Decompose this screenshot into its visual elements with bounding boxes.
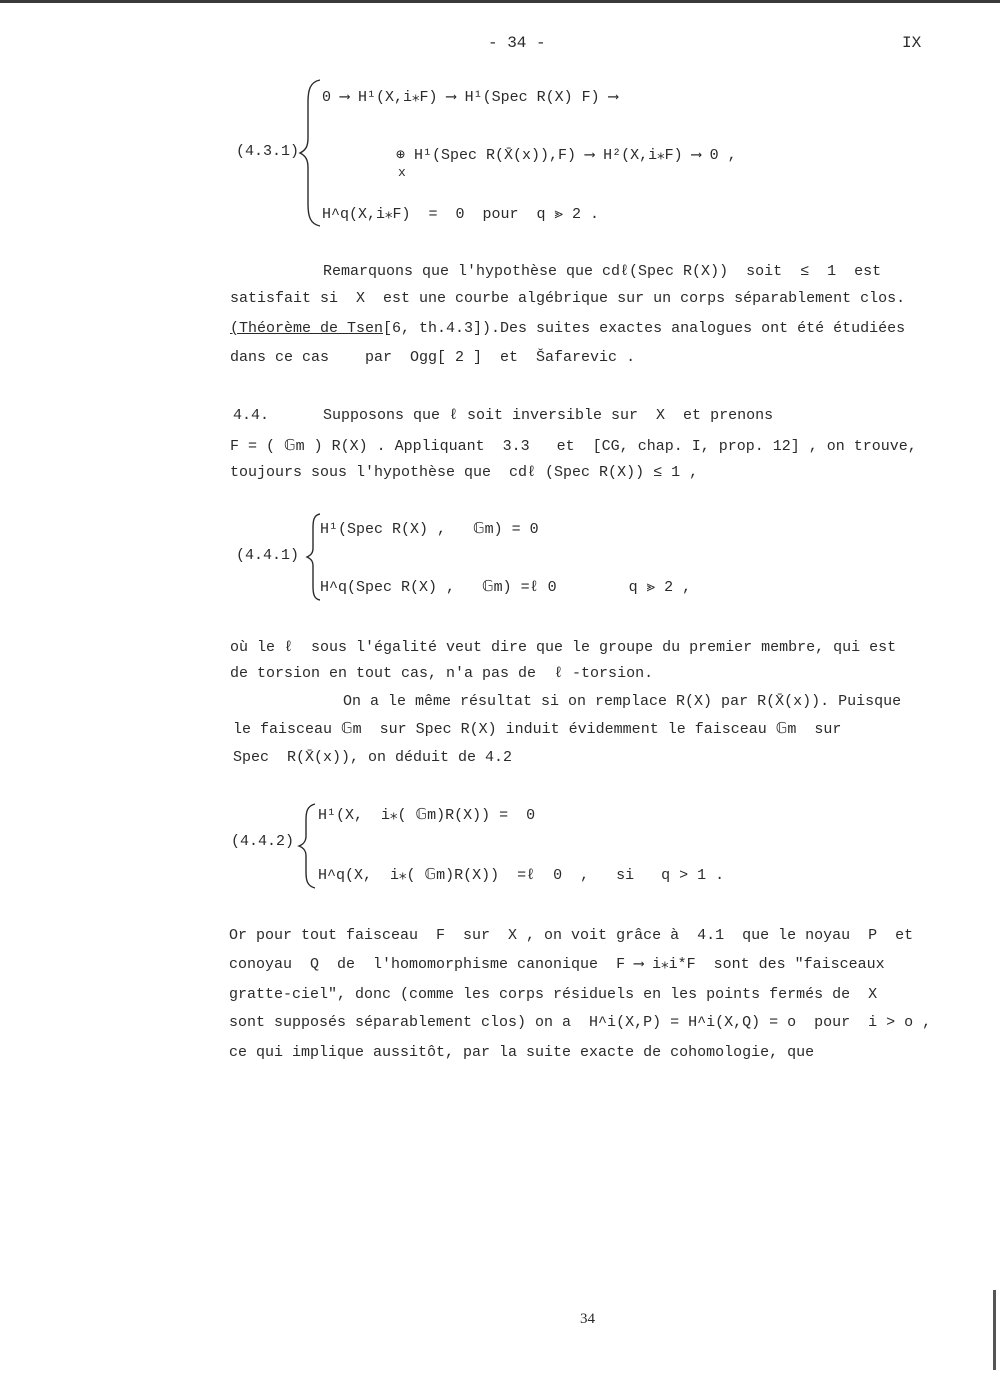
equation-4-3-1-line-1: 0 ⟶ H¹(X,i⁎F) ⟶ H¹(Spec R(X) F) ⟶ [322, 89, 618, 106]
page-footer-number: 34 [580, 1311, 595, 1327]
section-4-4-line-2: F = ( 𝔾m ) R(X) . Appliquant 3.3 et [CG, chap. I, prop. 12] , on trouve, [230, 438, 917, 455]
equation-4-4-1-line-1: H¹(Spec R(X) , 𝔾m) = 0 [320, 521, 539, 538]
same-result-line-1: On a le même résultat si on remplace R(X) par R(X̄(x)). Puisque [343, 693, 902, 710]
same-result-line-3: Spec R(X̄(x)), on déduit de 4.2 [233, 749, 513, 766]
remark-line-2: satisfait si X est une courbe algébrique sur un corps séparablement clos. [230, 290, 906, 307]
remark-line-3: (Théorème de Tsen[6, th.4.3]).Des suites exactes analogues ont été étudiées [230, 320, 906, 337]
final-line-1: Or pour tout faisceau F sur X , on voit grâce à 4.1 que le noyau P et [229, 927, 914, 944]
final-line-3: gratte-ciel", donc (comme les corps résiduels en les points fermés de X [229, 986, 878, 1003]
equation-4-4-2-line-2: H^q(X, i⁎( 𝔾m)R(X)) =ℓ 0 , si q > 1 . [318, 867, 725, 884]
remark-line-1: Remarquons que l'hypothèse que cdℓ(Spec R(X)) soit ≤ 1 est [323, 263, 882, 280]
equation-4-4-1-line-2: H^q(Spec R(X) , 𝔾m) =ℓ 0 q ⪢ 2 , [320, 579, 692, 596]
chapter-label: IX [902, 34, 922, 52]
equation-4-4-2-line-1: H¹(X, i⁎( 𝔾m)R(X)) = 0 [318, 807, 536, 824]
final-line-5: ce qui implique aussitôt, par la suite exacte de cohomologie, que [229, 1044, 815, 1061]
equation-label-4-4-2: (4.4.2) [231, 833, 295, 850]
ell-explanation-line-1: où le ℓ sous l'égalité veut dire que le groupe du premier membre, qui est [230, 639, 897, 656]
equation-label-4-4-1: (4.4.1) [236, 547, 300, 564]
section-4-4-line-1: Supposons que ℓ soit inversible sur X et prenons [323, 407, 774, 424]
section-4-4-line-3: toujours sous l'hypothèse que cdℓ (Spec R(X)) ≤ 1 , [230, 464, 699, 481]
final-line-4: sont supposés séparablement clos) on a H^i(X,P) = H^i(X,Q) = o pour i > o , [229, 1014, 932, 1031]
equation-label-4-3-1: (4.3.1) [236, 143, 300, 160]
page-header-number: - 34 - [488, 34, 546, 52]
ell-explanation-line-2: de torsion en tout cas, n'a pas de ℓ -torsion. [230, 665, 654, 682]
section-number-4-4: 4.4. [233, 407, 270, 424]
equation-4-3-1-line-3: H^q(X,i⁎F) = 0 pour q ⪢ 2 . [322, 206, 600, 223]
direct-sum-index: x [398, 165, 406, 180]
remark-line-4: dans ce cas par Ogg[ 2 ] et Šafarevic . [230, 349, 636, 366]
equation-4-3-1-line-2: ⊕ H¹(Spec R(X̄(x)),F) ⟶ H²(X,i⁎F) ⟶ 0 , [396, 147, 737, 164]
top-edge-rule [0, 0, 1000, 3]
right-edge-mark [993, 1290, 996, 1370]
final-line-2: conoyau Q de l'homomorphisme canonique F ⟶ i⁎i*F sont des "faisceaux [229, 956, 885, 973]
same-result-line-2: le faisceau 𝔾m sur Spec R(X) induit évidemment le faisceau 𝔾m sur [233, 721, 842, 738]
tsen-theorem-reference: (Théorème de Tsen [230, 320, 384, 337]
